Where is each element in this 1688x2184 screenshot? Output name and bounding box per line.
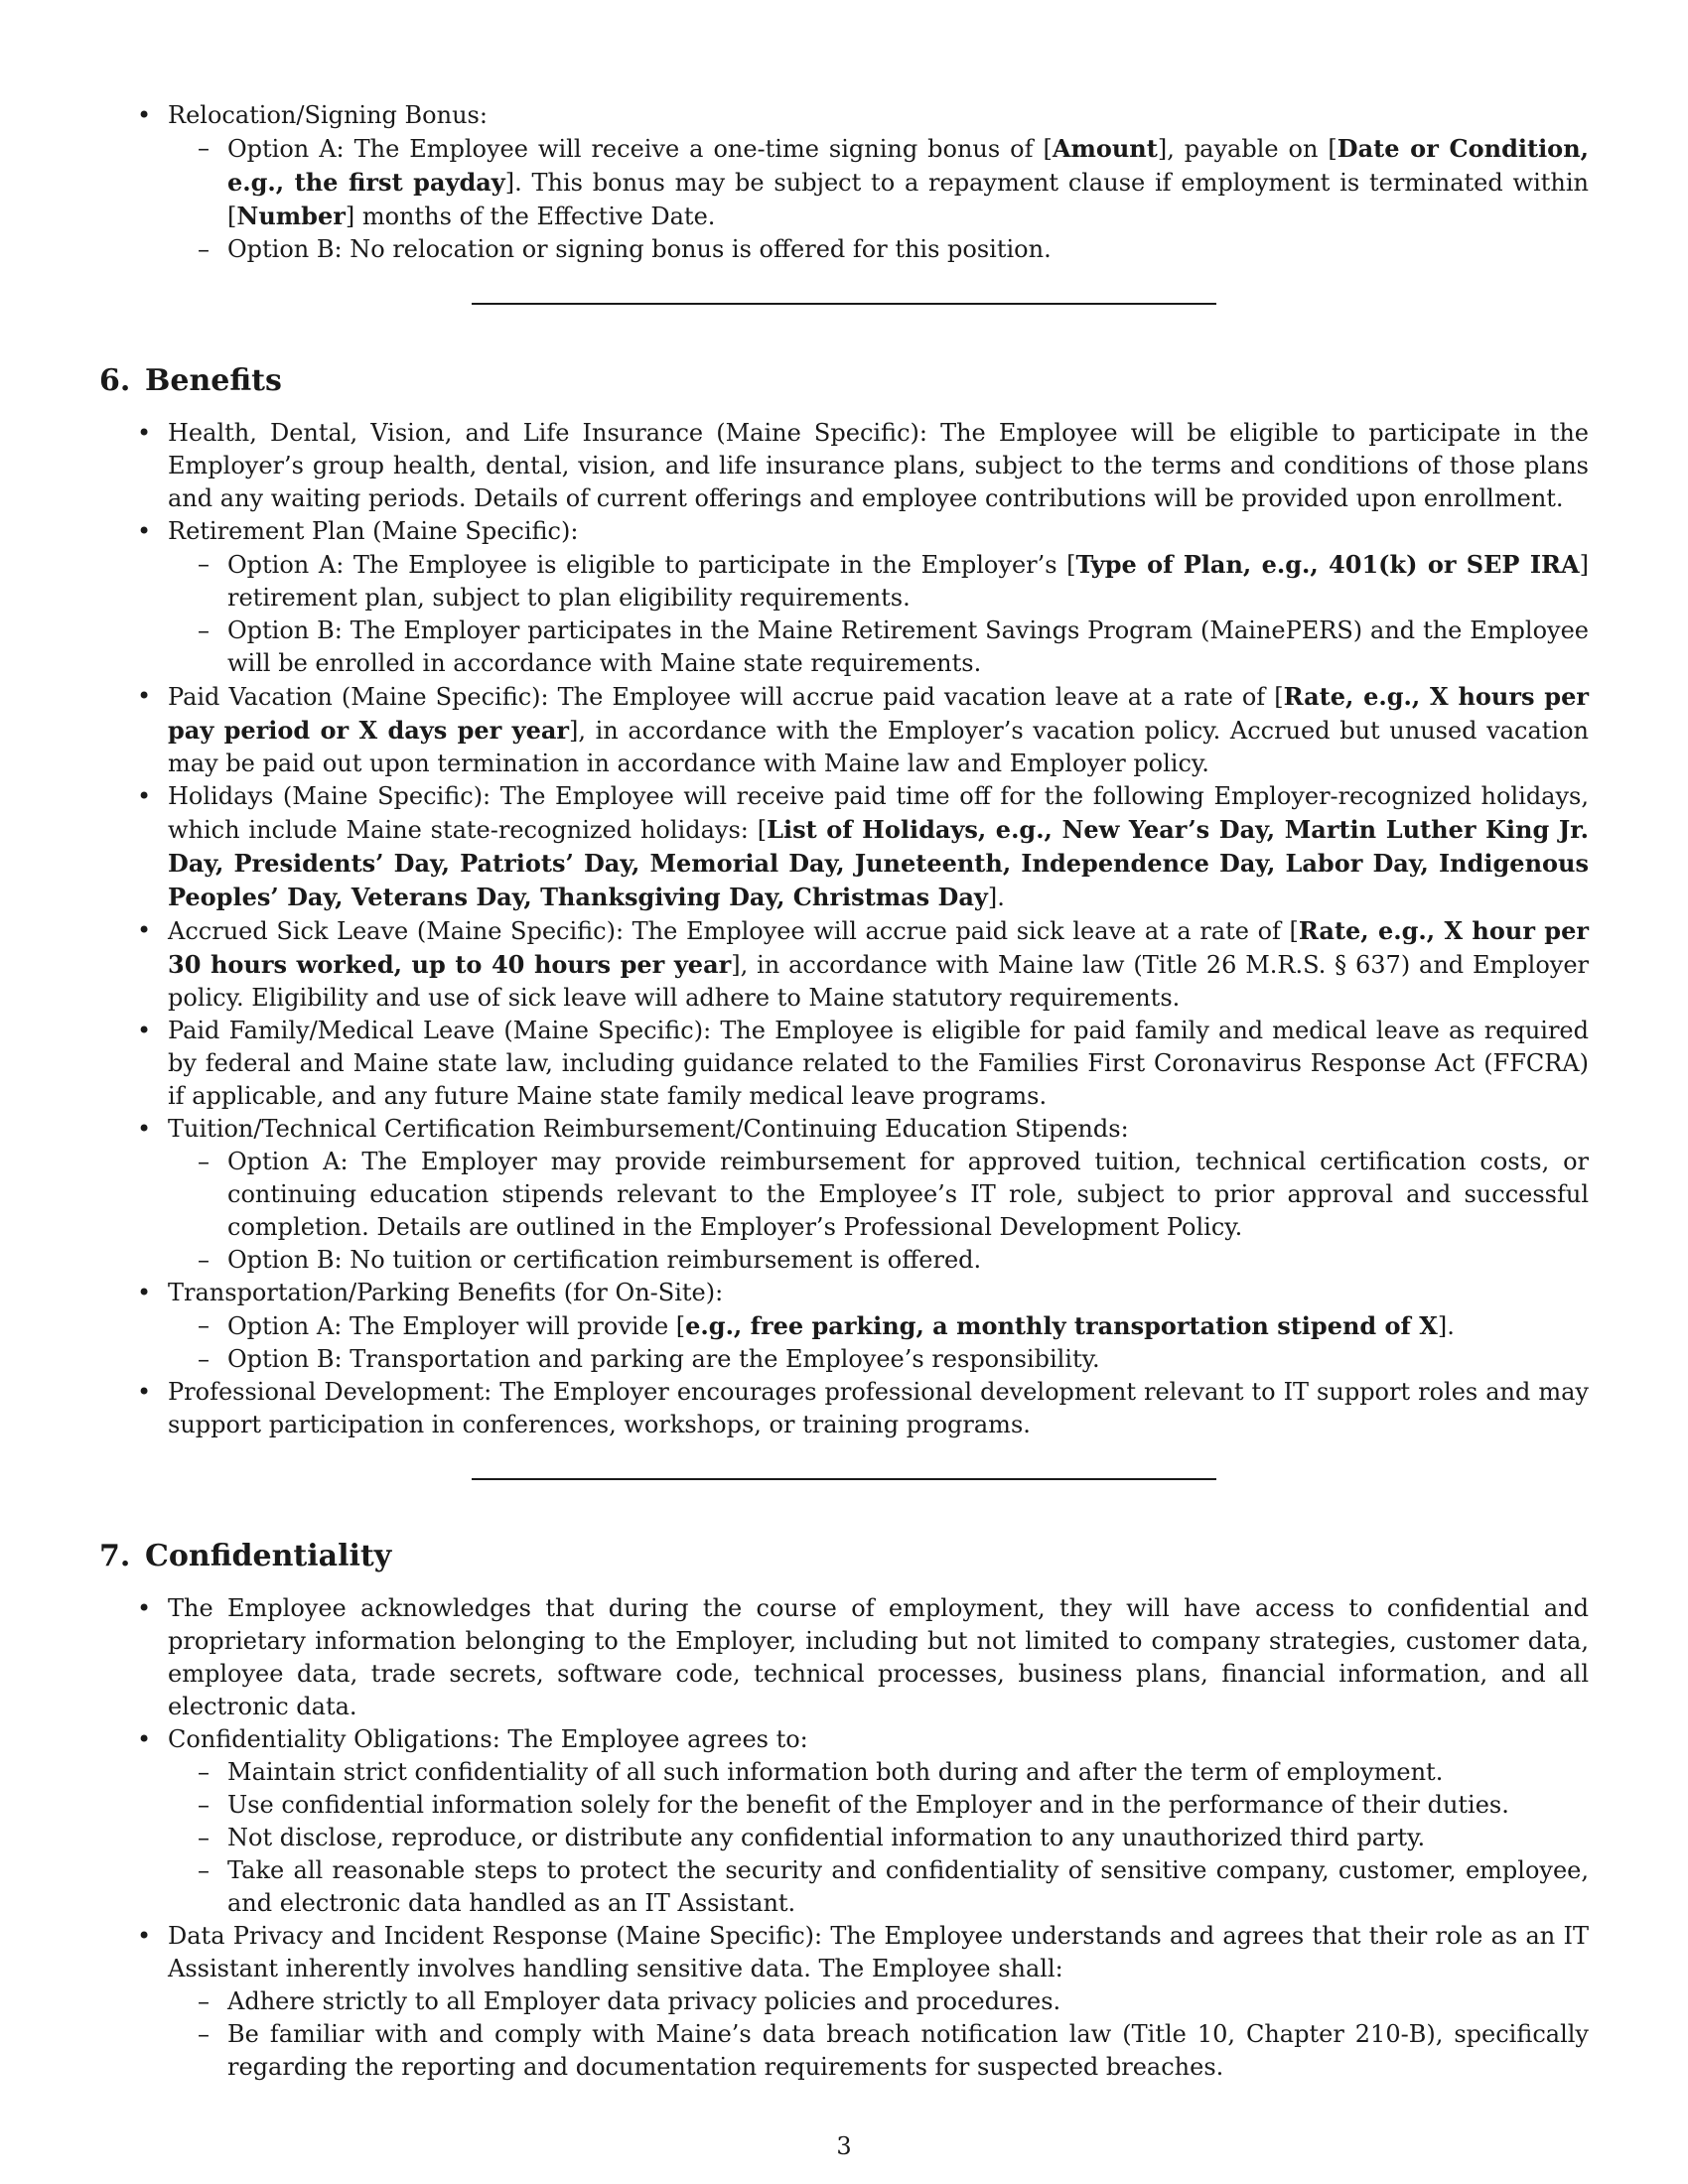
vacation-rate-placeholder: Rate, e.g., X hours per pay period or X days per year: [168, 682, 1589, 745]
number-placeholder: Number: [236, 202, 346, 230]
page-number: 3: [836, 2132, 852, 2160]
obligation-item: – Maintain strict confidentiality of all such information both during and after the term of employment.: [168, 1756, 1589, 1789]
retirement-option-a: – Option A: The Employee is eligible to participate in the Employer’s [Type of Plan, e.g., 401(k) or SEP IRA] retirement plan, subject to plan eligibility requirements.: [168, 548, 1589, 614]
transportation-option-a: – Option A: The Employer will provide [e.g., free parking, a monthly transportation stipend of X].: [168, 1309, 1589, 1343]
relocation-option-a: – Option A: The Employee will receive a one-time signing bonus of [Amount], payable on [Date or Condition, e.g., the first payday]. This bonus may be subject to a repayment clause if employment is terminated within [Number] months of the Effective Date.: [168, 132, 1589, 233]
obligations-item: • Confidentiality Obligations: The Employee agrees to: – Maintain strict confidentiality of all such information both during and after the term of employment. – Use confidential information solely for the benefit of the Employer and in the performance of their duties. – Not disclose, reproduce, or distribute any confidential information to any unauthorized third party. – Take all reasonable steps to protect the security and confidentiality of sensitive company, customer, employee, and electronic data handled as an IT Assistant.: [99, 1723, 1589, 1920]
section-title: Confidentiality: [145, 1539, 392, 1573]
compensation-continued-list: [99, 99, 1589, 266]
tuition-options: [168, 1146, 1589, 1277]
transportation-option-b: – Option B: Transportation and parking are the Employee’s responsibility.: [168, 1343, 1589, 1376]
obligations-list: [168, 1756, 1589, 1920]
obligation-item: – Not disclose, reproduce, or distribute any confidential information to any unauthorized third party.: [168, 1822, 1589, 1854]
retirement-option-b: – Option B: The Employer participates in the Maine Retirement Savings Program (MainePERS) and the Employee will be enrolled in accordance with Maine state requirements.: [168, 614, 1589, 680]
obligation-item: – Take all reasonable steps to protect the security and confidentiality of sensitive company, customer, employee, and electronic data handled as an IT Assistant.: [168, 1854, 1589, 1920]
professional-development-item: • Professional Development: The Employer encourages professional development relevant to IT support roles and may support participation in conferences, workshops, or training programs.: [99, 1376, 1589, 1441]
relocation-bonus-item: [99, 99, 1589, 266]
transportation-options: [168, 1309, 1589, 1376]
tuition-item: • Tuition/Technical Certification Reimbursement/Continuing Education Stipends: – Option A: The Employer may provide reimbursement for approved tuition, technical certification costs, or continuing education stipends relevant to the Employee’s IT role, subject to prior approval and successful completion. Details are outlined in the Employer’s Professional Development Policy. – Option B: No tuition or certification reimbursement is offered.: [99, 1113, 1589, 1277]
relocation-option-b: – Option B: No relocation or signing bonus is offered for this position.: [168, 233, 1589, 266]
document-page: [99, 99, 1589, 2084]
section-divider: [472, 1478, 1216, 1480]
relocation-options: [168, 132, 1589, 266]
holidays-item: • Holidays (Maine Specific): The Employee will receive paid time off for the following Employer-recognized holidays, which include Maine state-recognized holidays: [List of Holidays, e.g., New Year’s Day, Martin Luther King Jr. Day, Presidents’ Day, Patriots’ Day, Memorial Day, Juneteenth, Independence Day, Labor Day, Indigenous Peoples’ Day, Veterans Day, Thanksgiving Day, Christmas Day].: [99, 780, 1589, 914]
section-number: 6.: [99, 363, 131, 398]
privacy-item: – Adhere strictly to all Employer data privacy policies and procedures.: [168, 1985, 1589, 2018]
section-heading-benefits: [99, 361, 1589, 401]
sick-leave-item: • Accrued Sick Leave (Maine Specific): The Employee will accrue paid sick leave at a rate of [Rate, e.g., X hour per 30 hours worked, up to 40 hours per year], in accordance with Maine law (Title 26 M.R.S. § 637) and Employer policy. Eligibility and use of sick leave will adhere to Maine statutory requirements.: [99, 914, 1589, 1015]
family-leave-item: • Paid Family/Medical Leave (Maine Specific): The Employee is eligible for paid family and medical leave as required by federal and Maine state law, including guidance related to the Families First Coronavirus Response Act (FFCRA) if applicable, and any future Maine state family medical leave programs.: [99, 1015, 1589, 1113]
retirement-options: [168, 548, 1589, 680]
confidentiality-list: [99, 1592, 1589, 2084]
acknowledgement-item: • The Employee acknowledges that during the course of employment, they will have access to confidential and proprietary information belonging to the Employer, including but not limited to company strategies, customer data, employee data, trade secrets, software code, technical processes, business plans, financial information, and all electronic data.: [99, 1592, 1589, 1723]
privacy-item: – Be familiar with and comply with Maine’s data breach notification law (Title 10, Chapter 210-B), specifically regarding the reporting and documentation requirements for suspected breaches.: [168, 2018, 1589, 2084]
obligation-item: – Use confidential information solely for the benefit of the Employer and in the performance of their duties.: [168, 1789, 1589, 1822]
privacy-list: [168, 1985, 1589, 2084]
insurance-item: • Health, Dental, Vision, and Life Insurance (Maine Specific): The Employee will be eligible to participate in the Employer’s group health, dental, vision, and life insurance plans, subject to the terms and conditions of those plans and any waiting periods. Details of current offerings and employee contributions will be provided upon enrollment.: [99, 417, 1589, 515]
date-condition-placeholder: Date or Condition, e.g., the first payday: [227, 134, 1589, 197]
data-privacy-item: • Data Privacy and Incident Response (Maine Specific): The Employee understands and agrees that their role as an IT Assistant inherently involves handling sensitive data. The Employee shall: – Adhere strictly to all Employer data privacy policies and procedures. – Be familiar with and comply with Maine’s data breach notification law (Title 10, Chapter 210-B), specifically regarding the reporting and documentation requirements for suspected breaches.: [99, 1920, 1589, 2084]
amount-placeholder: Amount: [1052, 134, 1158, 163]
transportation-item: • Transportation/Parking Benefits (for On-Site): – Option A: The Employer will provide [e.g., free parking, a monthly transportation stipend of X]. – Option B: Transportation and parking are the Employee’s responsibility.: [99, 1277, 1589, 1376]
relocation-bonus-label: Relocation/Signing Bonus:: [168, 101, 488, 129]
plan-type-placeholder: Type of Plan, e.g., 401(k) or SEP IRA: [1075, 550, 1580, 579]
tuition-option-a: – Option A: The Employer may provide reimbursement for approved tuition, technical certification costs, or continuing education stipends relevant to the Employee’s IT role, subject to prior approval and successful completion. Details are outlined in the Employer’s Professional Development Policy.: [168, 1146, 1589, 1244]
section-title: Benefits: [145, 363, 282, 398]
transportation-placeholder: e.g., free parking, a monthly transportation stipend of X: [685, 1311, 1438, 1340]
sick-leave-rate-placeholder: Rate, e.g., X hour per 30 hours worked, up to 40 hours per year: [168, 916, 1589, 979]
section-divider: [472, 303, 1216, 305]
benefits-list: [99, 417, 1589, 1441]
section-heading-confidentiality: [99, 1537, 1589, 1576]
holiday-list-placeholder: List of Holidays, e.g., New Year’s Day, Martin Luther King Jr. Day, Presidents’ Day, Patriots’ Day, Memorial Day, Juneteenth, Independence Day, Labor Day, Indigenous Peoples’ Day, Veterans Day, Thanksgiving Day, Christmas Day: [168, 815, 1589, 911]
vacation-item: • Paid Vacation (Maine Specific): The Employee will accrue paid vacation leave at a rate of [Rate, e.g., X hours per pay period or X days per year], in accordance with the Employer’s vacation policy. Accrued but unused vacation may be paid out upon termination in accordance with Maine law and Employer policy.: [99, 680, 1589, 780]
tuition-option-b: – Option B: No tuition or certification reimbursement is offered.: [168, 1244, 1589, 1277]
retirement-item: • Retirement Plan (Maine Specific): – Option A: The Employee is eligible to participate in the Employer’s [Type of Plan, e.g., 401(k) or SEP IRA] retirement plan, subject to plan eligibility requirements. – Option B: The Employer participates in the Maine Retirement Savings Program (MainePERS) and the Employee will be enrolled in accordance with Maine state requirements.: [99, 515, 1589, 680]
section-number: 7.: [99, 1539, 131, 1573]
